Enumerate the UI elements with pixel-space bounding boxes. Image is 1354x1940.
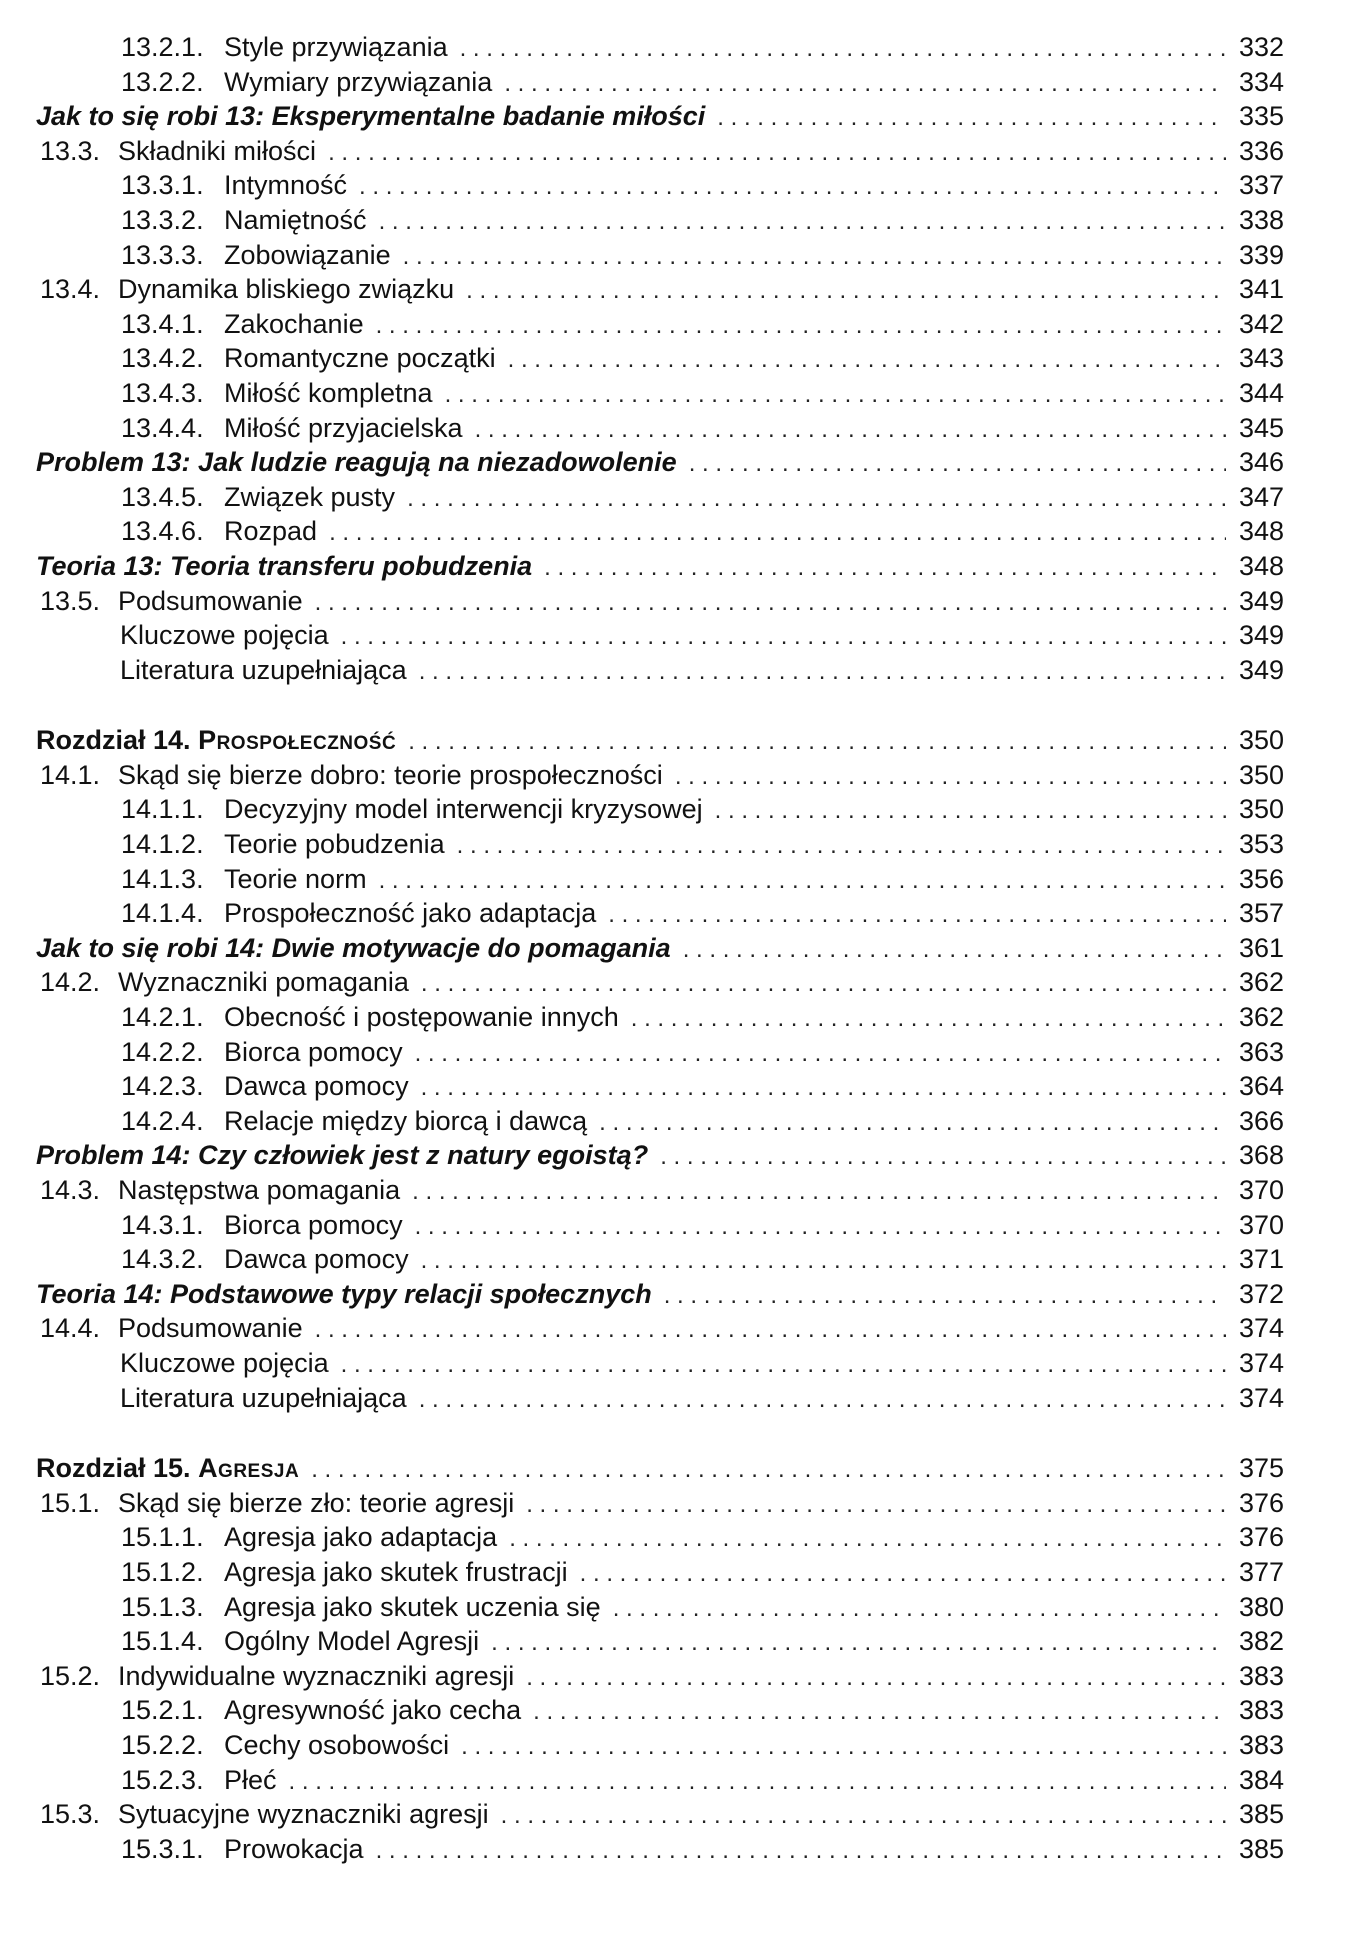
toc-entry — [36, 1242, 1284, 1277]
dot-leader — [660, 1140, 1226, 1175]
page-number: 350 — [1238, 725, 1284, 756]
dot-leader — [613, 1592, 1226, 1627]
entry-title: Skąd się bierze dobro: teorie prospołeczności — [118, 759, 663, 790]
page-number: 353 — [1238, 829, 1284, 860]
toc-entry — [36, 1624, 1284, 1659]
dot-leader — [376, 1834, 1226, 1869]
page-number: 366 — [1238, 1105, 1284, 1136]
chapter-heading — [36, 723, 1284, 758]
entry-title: Dawca pomocy — [224, 1244, 409, 1275]
dot-leader — [379, 205, 1226, 240]
dot-leader — [491, 1626, 1226, 1661]
entry-number: 14.1.2. — [121, 829, 204, 860]
dot-leader — [599, 1106, 1226, 1141]
toc-entry — [36, 1728, 1284, 1763]
entry-title: Sytuacyjne wyznaczniki agresji — [118, 1799, 489, 1830]
entry-number: 14.2.3. — [121, 1071, 204, 1102]
page-number: 385 — [1238, 1833, 1284, 1864]
entry-title: Wyznaczniki pomagania — [118, 967, 409, 998]
box-entry — [36, 1277, 1284, 1312]
toc-entry — [36, 203, 1284, 238]
toc-entry — [36, 1346, 1284, 1381]
dot-leader — [445, 378, 1226, 413]
toc-entry — [36, 758, 1284, 793]
page-number: 336 — [1238, 135, 1284, 166]
entry-number: 13.4.1. — [121, 308, 204, 339]
entry-number: 14.1.3. — [121, 863, 204, 894]
entry-title: Style przywiązania — [224, 32, 448, 62]
entry-number: 13.4. — [40, 274, 101, 305]
entry-title: Teorie pobudzenia — [224, 829, 445, 860]
dot-leader — [408, 725, 1226, 760]
toc-entry — [36, 514, 1284, 549]
toc-entry — [36, 480, 1284, 515]
dot-leader — [421, 1071, 1226, 1106]
toc-entry — [36, 1208, 1284, 1243]
entry-title: Kluczowe pojęcia — [120, 1347, 329, 1378]
entry-number: 13.3. — [40, 135, 101, 166]
toc-entry — [36, 1590, 1284, 1625]
page-number: 357 — [1238, 898, 1284, 929]
entry-title: Zobowiązanie — [224, 239, 391, 270]
box-entry — [36, 99, 1284, 134]
toc-entry — [36, 653, 1284, 688]
entry-title: Dawca pomocy — [224, 1071, 409, 1102]
toc-entry — [36, 1832, 1284, 1867]
entry-number: 14.1.4. — [121, 898, 204, 929]
entry-title: Kluczowe pojęcia — [120, 620, 329, 651]
dot-leader — [508, 343, 1226, 378]
entry-number: 15.1.4. — [121, 1626, 204, 1657]
page-number: 347 — [1238, 481, 1284, 512]
dot-leader — [631, 1002, 1226, 1037]
page-number: 370 — [1238, 1209, 1284, 1240]
dot-leader — [526, 1661, 1226, 1696]
page-number: 335 — [1238, 101, 1284, 132]
page-number: 375 — [1238, 1453, 1284, 1484]
dot-leader — [715, 794, 1226, 829]
page-number: 349 — [1238, 654, 1284, 685]
toc-entry — [36, 1659, 1284, 1694]
dot-leader — [328, 136, 1226, 171]
entry-title: Problem 14: Czy człowiek jest z natury egoistą? — [36, 1140, 649, 1171]
entry-number: 13.3.1. — [121, 170, 204, 201]
dot-leader — [376, 309, 1226, 344]
dot-leader — [504, 67, 1226, 102]
page-number: 345 — [1238, 412, 1284, 443]
entry-title: Teoria 13: Teoria transferu pobudzenia — [36, 550, 533, 581]
page-number: 383 — [1238, 1695, 1284, 1726]
entry-title: Miłość przyjacielska — [224, 412, 463, 443]
entry-number: 14.2. — [40, 967, 101, 998]
entry-title: Decyzyjny model interwencji kryzysowej — [224, 794, 703, 825]
entry-title: Podsumowanie — [118, 1313, 303, 1344]
toc-entry — [36, 584, 1284, 619]
entry-title: Płeć — [224, 1764, 277, 1795]
dot-leader — [329, 516, 1226, 551]
entry-title: Skąd się bierze zło: teorie agresji — [118, 1487, 515, 1518]
table-of-contents — [36, 30, 1284, 1866]
dot-leader — [475, 413, 1226, 448]
page-number: 371 — [1238, 1244, 1284, 1275]
entry-title: Wymiary przywiązania — [224, 66, 493, 97]
dot-leader — [415, 1210, 1226, 1245]
toc-entry — [36, 168, 1284, 203]
page-number: 362 — [1238, 1002, 1284, 1033]
entry-title: Następstwa pomagania — [118, 1175, 401, 1205]
page-number: 377 — [1238, 1556, 1284, 1587]
page-number: 374 — [1238, 1382, 1284, 1413]
entry-number: 15.2.3. — [121, 1764, 204, 1795]
toc-entry — [36, 341, 1284, 376]
dot-leader — [407, 482, 1226, 517]
page-number: 356 — [1238, 863, 1284, 894]
toc-entry — [36, 1520, 1284, 1555]
entry-number: 14.2.4. — [121, 1105, 204, 1136]
entry-title: Intymność — [224, 170, 348, 201]
toc-entry — [36, 965, 1284, 1000]
page-number: 370 — [1238, 1175, 1284, 1205]
entry-title: Prowokacja — [224, 1833, 364, 1864]
toc-entry — [36, 411, 1284, 446]
entry-title: Literatura uzupełniająca — [120, 654, 407, 685]
dot-leader — [544, 551, 1226, 586]
entry-number: 15.1.1. — [121, 1522, 204, 1553]
page-number: 376 — [1238, 1522, 1284, 1553]
toc-entry — [36, 1381, 1284, 1416]
dot-leader — [341, 620, 1226, 655]
page-number: 368 — [1238, 1140, 1284, 1171]
page-number: 374 — [1238, 1313, 1284, 1344]
entry-title: Rozpad — [224, 516, 318, 547]
page-number: 383 — [1238, 1660, 1284, 1691]
entry-number: 14.2.2. — [121, 1036, 204, 1067]
entry-title: Namiętność — [224, 204, 367, 235]
entry-number: 13.2.1. — [121, 32, 204, 62]
dot-leader — [466, 274, 1226, 309]
entry-title: Teoria 14: Podstawowe typy relacji społecznych — [36, 1278, 652, 1309]
entry-number: 14.3. — [40, 1175, 101, 1205]
dot-leader — [509, 1522, 1226, 1557]
page-number: 385 — [1238, 1799, 1284, 1830]
dot-leader — [457, 829, 1226, 864]
page-number: 350 — [1238, 759, 1284, 790]
entry-number: 14.3.1. — [121, 1209, 204, 1240]
page-number: 384 — [1238, 1764, 1284, 1795]
dot-leader — [315, 586, 1226, 621]
entry-number: 14.1. — [40, 759, 101, 790]
page-number: 382 — [1238, 1626, 1284, 1657]
chapter-name: Agresja — [198, 1453, 300, 1484]
entry-number: 13.3.3. — [121, 239, 204, 270]
entry-number: 13.4.3. — [121, 377, 204, 408]
toc-entry — [36, 376, 1284, 411]
page-number: 349 — [1238, 585, 1284, 616]
page-number: 341 — [1238, 274, 1284, 305]
entry-title: Agresja jako skutek frustracji — [224, 1556, 568, 1587]
dot-leader — [526, 1488, 1226, 1523]
entry-number: 14.1.1. — [121, 794, 204, 825]
toc-entry — [36, 1104, 1284, 1139]
entry-title: Obecność i postępowanie innych — [224, 1002, 619, 1033]
dot-leader — [359, 170, 1226, 205]
toc-entry — [36, 1763, 1284, 1798]
dot-leader — [379, 864, 1226, 899]
dot-leader — [419, 655, 1226, 690]
box-entry — [36, 931, 1284, 966]
toc-entry — [36, 1555, 1284, 1590]
toc-entry — [36, 1311, 1284, 1346]
page-number: 350 — [1238, 794, 1284, 825]
dot-leader — [501, 1799, 1226, 1834]
page-number: 337 — [1238, 170, 1284, 201]
entry-number: 15.1.2. — [121, 1556, 204, 1587]
entry-title: Dynamika bliskiego związku — [118, 274, 455, 305]
page-number: 349 — [1238, 620, 1284, 651]
page-number: 348 — [1238, 516, 1284, 547]
page-number: 362 — [1238, 967, 1284, 998]
entry-title: Prospołeczność jako adaptacja — [224, 898, 597, 929]
entry-title: Biorca pomocy — [224, 1036, 403, 1067]
page-number: 348 — [1238, 550, 1284, 581]
entry-title: Literatura uzupełniająca — [120, 1382, 407, 1413]
entry-title: Zakochanie — [224, 308, 364, 339]
dot-leader — [403, 240, 1226, 275]
page-number: 361 — [1238, 932, 1284, 963]
entry-title: Ogólny Model Agresji — [224, 1626, 480, 1657]
dot-leader — [415, 1037, 1226, 1072]
toc-entry — [36, 1000, 1284, 1035]
toc-entry — [36, 827, 1284, 862]
toc-entry — [36, 792, 1284, 827]
dot-leader — [683, 933, 1226, 968]
page-number: 372 — [1238, 1278, 1284, 1309]
entry-number: 13.2.2. — [121, 66, 204, 97]
page-number: 383 — [1238, 1729, 1284, 1760]
toc-entry — [36, 272, 1284, 307]
dot-leader — [311, 1453, 1226, 1488]
page-number: 363 — [1238, 1036, 1284, 1067]
toc-entry — [36, 1069, 1284, 1104]
dot-leader — [717, 101, 1226, 136]
box-entry — [36, 549, 1284, 584]
page-number: 338 — [1238, 204, 1284, 235]
toc-entry — [36, 618, 1284, 653]
entry-number: 13.4.4. — [121, 412, 204, 443]
entry-number: 15.1.3. — [121, 1591, 204, 1622]
page-number: 343 — [1238, 343, 1284, 374]
dot-leader — [533, 1695, 1226, 1730]
page-number: 364 — [1238, 1071, 1284, 1102]
toc-entry — [36, 1035, 1284, 1070]
toc-entry — [36, 1797, 1284, 1832]
page-number: 380 — [1238, 1591, 1284, 1622]
entry-title: Agresywność jako cecha — [224, 1695, 522, 1726]
entry-number: 15.3.1. — [121, 1833, 204, 1864]
chapter-heading — [36, 1451, 1284, 1486]
entry-number: 13.4.6. — [121, 516, 204, 547]
toc-entry — [36, 862, 1284, 897]
toc-entry — [36, 307, 1284, 342]
toc-entry — [36, 238, 1284, 273]
entry-number: 13.3.2. — [121, 204, 204, 235]
entry-number: 15.2.1. — [121, 1695, 204, 1726]
entry-number: 13.4.2. — [121, 343, 204, 374]
toc-entry — [36, 896, 1284, 931]
entry-title: Jak to się robi 13: Eksperymentalne badanie miłości — [36, 101, 706, 132]
dot-leader — [689, 447, 1226, 482]
page-number: 344 — [1238, 377, 1284, 408]
toc-entry — [36, 65, 1284, 100]
entry-number: 15.1. — [40, 1487, 101, 1518]
entry-title: Indywidualne wyznaczniki agresji — [118, 1660, 515, 1691]
page-number: 339 — [1238, 239, 1284, 270]
entry-title: Związek pusty — [224, 481, 396, 512]
dot-leader — [412, 1175, 1226, 1210]
entry-title — [36, 723, 396, 758]
toc-entry — [36, 30, 1284, 65]
entry-number: 15.2. — [40, 1660, 101, 1691]
toc-entry — [36, 134, 1284, 169]
entry-number: 13.4.5. — [121, 481, 204, 512]
entry-title: Romantyczne początki — [224, 343, 496, 374]
page-number: 342 — [1238, 308, 1284, 339]
dot-leader — [608, 898, 1226, 933]
dot-leader — [664, 1279, 1226, 1314]
entry-number: 14.4. — [40, 1313, 101, 1344]
entry-number: 15.3. — [40, 1799, 101, 1830]
entry-title: Składniki miłości — [118, 135, 317, 166]
dot-leader — [289, 1765, 1226, 1800]
dot-leader — [421, 1244, 1226, 1279]
entry-title: Jak to się robi 14: Dwie motywacje do pomagania — [36, 932, 671, 963]
entry-title: Agresja jako skutek uczenia się — [224, 1591, 601, 1622]
chapter-name: Prospołeczność — [198, 725, 397, 756]
entry-title: Relacje między biorcą i dawcą — [224, 1105, 588, 1136]
dot-leader — [315, 1313, 1226, 1348]
entry-title: Problem 13: Jak ludzie reagują na niezadowolenie — [36, 447, 677, 478]
dot-leader — [675, 760, 1226, 795]
entry-number: 14.3.2. — [121, 1244, 204, 1275]
toc-entry — [36, 1486, 1284, 1521]
page-number: 332 — [1238, 32, 1284, 62]
entry-number: 13.5. — [40, 585, 101, 616]
entry-title: Cechy osobowości — [224, 1729, 450, 1760]
entry-title: Podsumowanie — [118, 585, 303, 616]
box-entry — [36, 445, 1284, 480]
chapter-label: Rozdział 15. — [36, 1453, 191, 1484]
entry-title: Agresja jako adaptacja — [224, 1522, 498, 1553]
entry-title: Miłość kompletna — [224, 377, 433, 408]
dot-leader — [341, 1348, 1226, 1383]
box-entry — [36, 1138, 1284, 1173]
entry-number: 15.2.2. — [121, 1729, 204, 1760]
dot-leader — [580, 1557, 1226, 1592]
dot-leader — [419, 1383, 1226, 1418]
entry-number: 14.2.1. — [121, 1002, 204, 1033]
dot-leader — [461, 1730, 1226, 1765]
toc-entry — [36, 1173, 1284, 1208]
dot-leader — [421, 967, 1226, 1002]
page-number: 334 — [1238, 66, 1284, 97]
dot-leader — [460, 32, 1226, 67]
page-number: 374 — [1238, 1347, 1284, 1378]
page-number: 346 — [1238, 447, 1284, 478]
entry-title: Biorca pomocy — [224, 1209, 403, 1240]
chapter-label: Rozdział 14. — [36, 725, 191, 756]
entry-title — [36, 1451, 299, 1486]
toc-entry — [36, 1693, 1284, 1728]
entry-title: Teorie norm — [224, 863, 367, 894]
page-number: 376 — [1238, 1487, 1284, 1518]
